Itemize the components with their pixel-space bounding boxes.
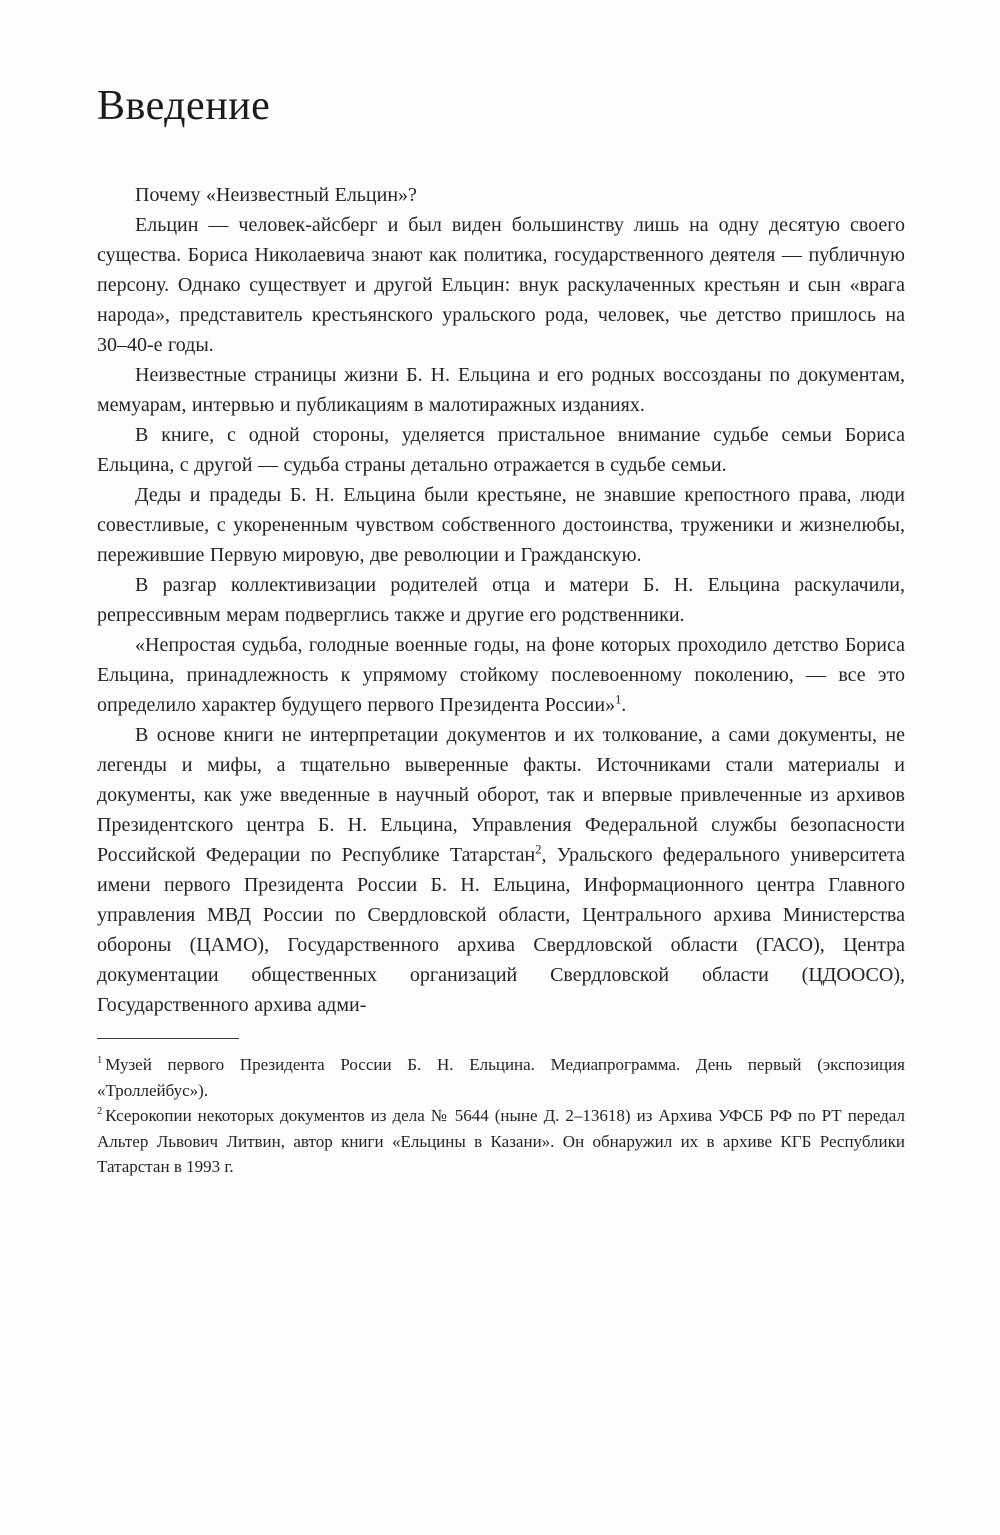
paragraph: Почему «Неизвестный Ельцин»?: [135, 184, 417, 206]
footnote-marker: 1: [97, 1055, 103, 1067]
footnote-separator: [97, 1038, 239, 1039]
paragraph-text: В основе книги не интерпретации документов и их толкование, а сами документы, не легенды и мифы, а тщательно выверенные факты. Источниками стали материалы и документы, как уже введенные в научный оборот, так и впервые привлеченные из архивов Президентского центра Б. Н. Ельцина, Управления Федеральной службы безопасности Российской Федерации по Республике Татарстан: [97, 724, 905, 866]
footnote-text: Музей первого Президента России Б. Н. Ельцина. Медиапрограмма. День первый (экспозиция «Троллейбус»).: [97, 1055, 905, 1100]
footnote-reference: 1: [615, 692, 622, 707]
footnotes: [97, 1052, 905, 1180]
footnote-text: Ксерокопии некоторых документов из дела № 5644 (ныне Д. 2–13618) из Архива УФСБ РФ по РТ передал Альтер Львович Литвин, автор книги «Ельцины в Казани». Он обнаружил их в архиве КГБ Республики Татарстан в 1993 г.: [97, 1106, 905, 1176]
paragraph: [97, 630, 905, 720]
paragraph: Деды и прадеды Б. Н. Ельцина были крестьяне, не знавшие крепостного права, люди совестливые, с укорененным чувством собственного достоинства, труженики и жизнелюбы, пережившие Первую мировую, две революции и Гражданскую.: [97, 484, 905, 566]
body-text: [97, 180, 905, 1020]
paragraph: Неизвестные страницы жизни Б. Н. Ельцина и его родных воссозданы по документам, мемуарам, интервью и публикациям в малотиражных изданиях.: [97, 364, 905, 416]
paragraph-text: , Уральского федерального университета имени первого Президента России Б. Н. Ельцина, Информационного центра Главного управления МВД России по Свердловской области, Центрального архива Министерства обороны (ЦАМО), Государственного архива Свердловской области (ГАСО), Центра документации общественных организаций Свердловской области (ЦДООСО), Государственного архива адми-: [97, 844, 905, 1016]
paragraph: Ельцин — человек-айсберг и был виден большинству лишь на одну десятую своего существа. Бориса Николаевича знают как политика, государственного деятеля — публичную персону. Однако существует и другой Ельцин: внук раскулаченных крестьян и сын «врага народа», представитель крестьянского уральского рода, человек, чье детство пришлось на 30–40-е годы.: [97, 214, 905, 356]
footnote: [97, 1052, 905, 1103]
footnote: [97, 1103, 905, 1180]
paragraph-text: .: [621, 694, 627, 716]
paragraph: [97, 720, 905, 1020]
paragraph: В книге, с одной стороны, уделяется пристальное внимание судьбе семьи Бориса Ельцина, с другой — судьба страны детально отражается в судьбе семьи.: [97, 424, 905, 476]
footnote-reference: 2: [535, 842, 542, 857]
paragraph: В разгар коллективизации родителей отца и матери Б. Н. Ельцина раскулачили, репрессивным мерам подверглись также и другие его родственники.: [97, 574, 905, 626]
paragraph-text: «Непростая судьба, голодные военные годы, на фоне которых проходило детство Бориса Ельцина, принадлежность к упрямому стойкому послевоенному поколению, — все это определило характер будущего первого Президента России»: [97, 634, 905, 716]
footnote-marker: 2: [97, 1106, 103, 1118]
page-title: Введение: [97, 83, 271, 129]
